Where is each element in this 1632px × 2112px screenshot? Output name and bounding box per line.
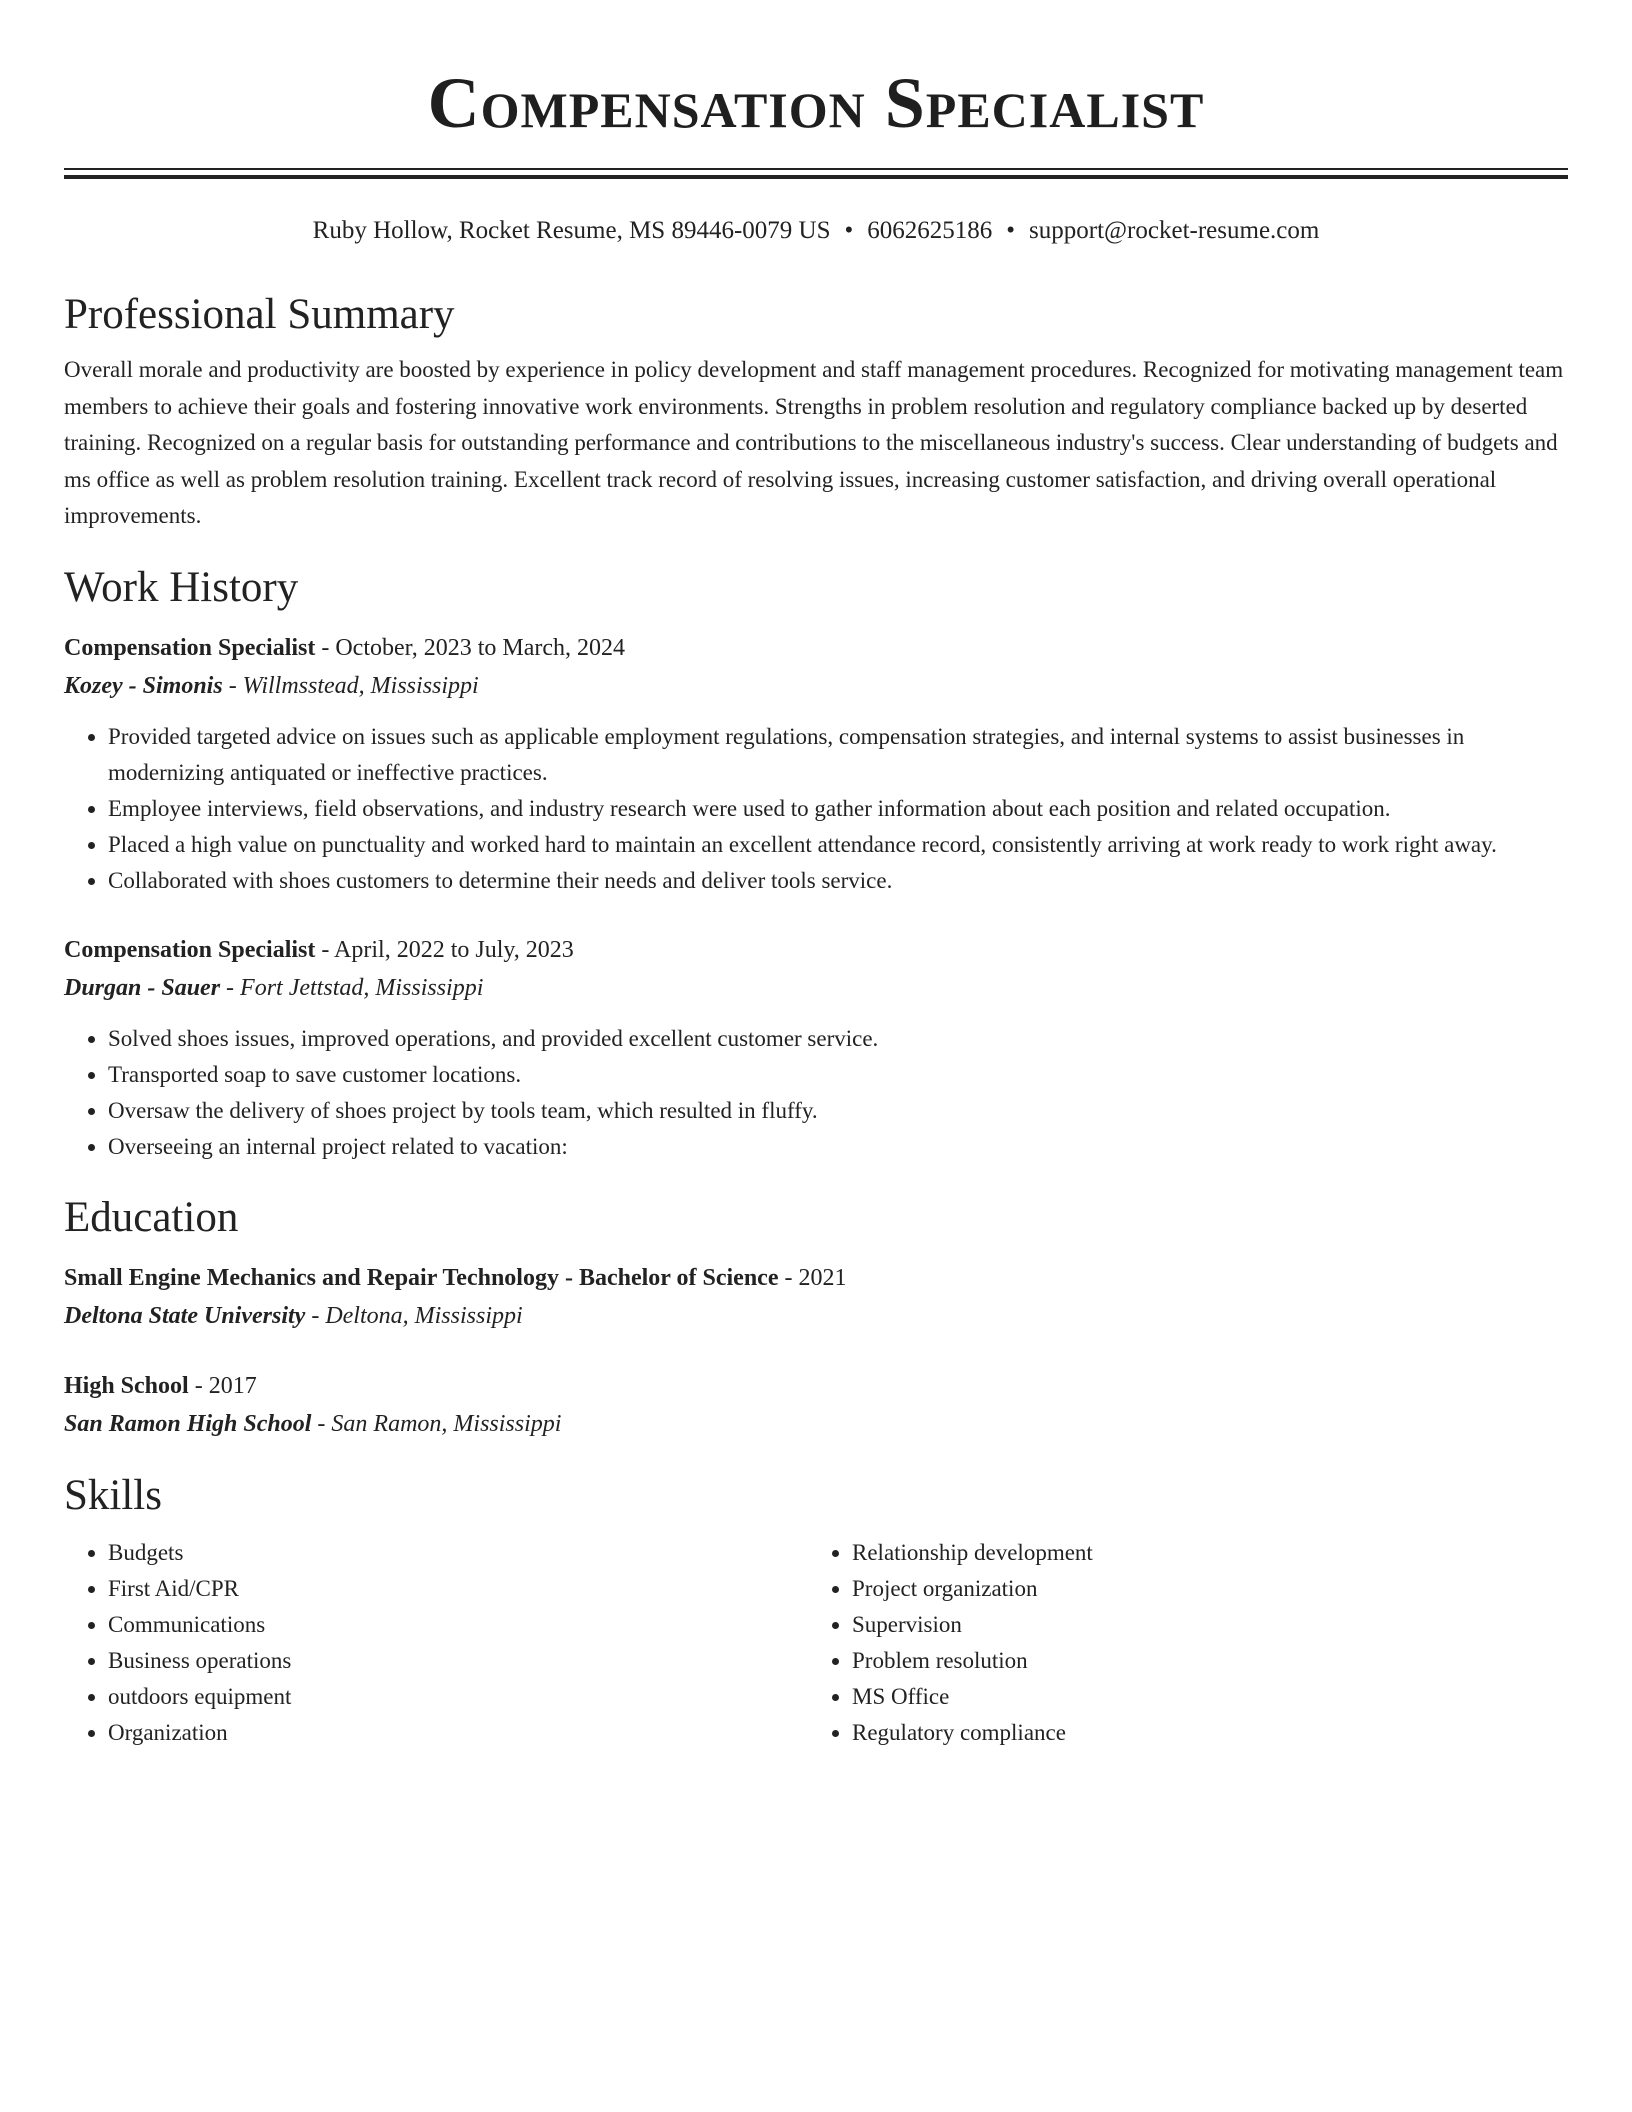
education-school: San Ramon High School [64,1410,312,1437]
skill-item: • Regulatory compliance [852,1715,1552,1751]
resume-page [64,0,1568,1745]
skill-item: • Business operations [108,1643,808,1679]
job-dates: - October, 2023 to March, 2024 [315,634,625,661]
contact-separator: • [844,217,854,244]
list-item: • Employee interviews, field observations, and industry research were used to gather information about each position and related occupation. [108,791,1568,827]
summary-text: Overall morale and productivity are boosted by experience in policy development and staff management procedures. Recognized for motivating management team members to achieve their goals and fostering innovative work environments. Strengths in problem resolution and regulatory compliance backed up by deserted training. Recognized on a regular basis for outstanding performance and contributions to the miscellaneous industry's success. Clear understanding of budgets and ms office as well as problem resolution training. Excellent track record of resolving issues, increasing customer satisfaction, and driving overall operational improvements. [64,357,1564,528]
job-company: Durgan - Sauer [64,974,221,1001]
education-degree: High School [64,1372,189,1399]
education-entry [64,1259,1568,1335]
skills-section [64,1469,1568,1751]
skill-item: • Project organization [852,1571,1552,1607]
job-entry [64,931,1568,1165]
education-heading-line [64,1367,1568,1405]
work-history-section [64,561,1568,1165]
skill-item: • Organization [108,1715,808,1751]
list-item: • Placed a high value on punctuality and worked hard to maintain an excellent attendance record, consistently arriving at work ready to work right away. [108,827,1568,863]
contact-email: support@rocket-resume.com [1029,217,1320,244]
list-item: • Collaborated with shoes customers to determine their needs and deliver tools service. [108,863,1568,899]
resume-content [64,288,1568,1751]
list-item: • Provided targeted advice on issues such as applicable employment regulations, compensation strategies, and internal systems to assist businesses in modernizing antiquated or ineffective practices. [108,719,1568,791]
job-entry [64,629,1568,899]
skill-item: • Problem resolution [852,1643,1552,1679]
job-bullets [64,719,1568,899]
summary-section [64,288,1568,535]
job-employer [64,969,1568,1007]
job-company: Kozey - Simonis [64,672,223,699]
education-heading: Education [64,1193,239,1241]
education-section [64,1191,1568,1443]
contact-line [64,214,1568,248]
skills-list-right [808,1535,1552,1751]
job-heading [64,931,1568,969]
work-history-heading: Work History [64,563,299,611]
list-item: • Oversaw the delivery of shoes project by tools team, which resulted in fluffy. [108,1093,1568,1129]
job-location: - Fort Jettstad, Mississippi [220,974,484,1001]
education-school-line [64,1297,1568,1335]
skills-columns [64,1535,1568,1751]
list-item: • Transported soap to save customer locations. [108,1057,1568,1093]
education-location: - San Ramon, Mississippi [311,1410,562,1437]
education-location: - Deltona, Mississippi [305,1302,523,1329]
list-item: • Solved shoes issues, improved operations, and provided excellent customer service. [108,1021,1568,1057]
education-school: Deltona State University [64,1302,306,1329]
education-school-line [64,1405,1568,1443]
job-bullets [64,1021,1568,1165]
education-heading-line [64,1259,1568,1297]
education-entry [64,1367,1568,1443]
resume-title: Compensation Specialist [427,63,1205,143]
education-year: - 2017 [188,1372,257,1399]
title-rule-thin [64,168,1568,170]
job-title: Compensation Specialist [64,634,316,661]
contact-address: Ruby Hollow, Rocket Resume, MS 89446-0079 US [312,217,831,244]
skill-item: • Communications [108,1607,808,1643]
job-location: - Willmsstead, Mississippi [222,672,479,699]
list-item: • Overseeing an internal project related to vacation: [108,1129,1568,1165]
contact-separator: • [1006,217,1016,244]
skill-item: • MS Office [852,1679,1552,1715]
job-heading [64,629,1568,667]
education-degree: Small Engine Mechanics and Repair Technology - Bachelor of Science [64,1264,779,1291]
skill-item: • Relationship development [852,1535,1552,1571]
summary-heading: Professional Summary [64,291,455,338]
title-rule-thick [64,175,1568,179]
skill-item: • Budgets [108,1535,808,1571]
skills-heading: Skills [64,1471,162,1519]
job-employer [64,667,1568,705]
skill-item: • Supervision [852,1607,1552,1643]
skills-list-left [64,1535,808,1751]
job-dates: - April, 2022 to July, 2023 [315,936,574,963]
skill-item: • outdoors equipment [108,1679,808,1715]
skill-item: • First Aid/CPR [108,1571,808,1607]
job-title: Compensation Specialist [64,936,316,963]
education-year: - 2021 [778,1264,847,1291]
contact-phone: 6062625186 [867,217,993,244]
